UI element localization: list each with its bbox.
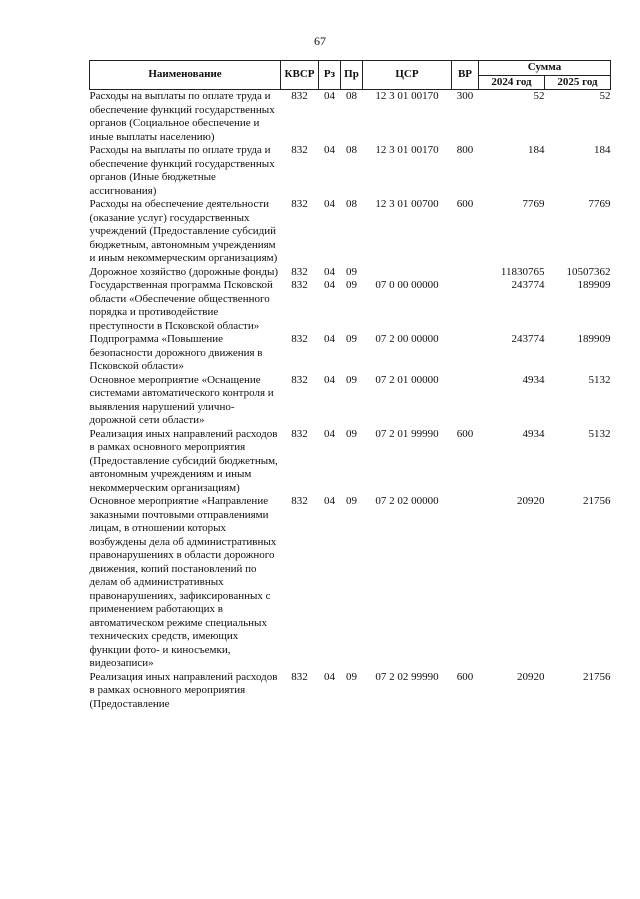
row-rz: 04: [324, 265, 335, 278]
row-pr: 08: [346, 144, 357, 156]
row-sum-2024: 20920: [517, 670, 545, 683]
row-sum-2025: 189909: [577, 279, 611, 291]
row-vr: [452, 495, 479, 671]
row-rz: 04: [324, 90, 335, 102]
row-csr: 07 2 00 00000: [375, 333, 439, 345]
table-body: [90, 90, 611, 712]
row-csr: 12 3 01 00700: [375, 198, 439, 210]
row-csr: 07 0 00 00000: [375, 279, 439, 291]
row-pr: 09: [346, 265, 357, 278]
table-row: [90, 333, 611, 374]
row-rz: 04: [324, 495, 335, 507]
row-kvsr: 832: [291, 495, 308, 507]
table-row: [90, 90, 611, 145]
row-sum-2025: 184: [594, 144, 611, 156]
row-kvsr: 832: [291, 144, 308, 156]
table-row: [90, 144, 611, 198]
row-rz: 04: [324, 144, 335, 156]
header-name: Наименование: [90, 61, 281, 90]
row-sum-2025: 5132: [588, 427, 611, 440]
row-name: Подпрограмма «Повышение безопасности дорожного движения в Псковской области»: [89, 333, 263, 372]
table-row: [90, 428, 611, 496]
row-csr: 07 2 02 99990: [375, 670, 439, 683]
header-2025: 2025 год: [545, 75, 611, 90]
row-pr: 09: [346, 495, 357, 507]
row-name: Основное мероприятие «Направление заказными почтовыми отправлениями лицам, в отношении которых возбуждены дела об административных правонарушениях в области дорожного движения, копий постановлений по делам об административных правонарушениях, зафиксированных с применением работающих в автоматическом режиме специальных технических средств, имеющих функции фото- и киносъемки, видеозаписи»: [89, 495, 277, 669]
row-pr: 08: [346, 198, 357, 210]
header-rz: Рз: [319, 61, 341, 90]
row-kvsr: 832: [291, 670, 308, 683]
row-kvsr: 832: [291, 333, 308, 345]
row-vr: [452, 266, 479, 280]
row-sum-2024: 11830765: [500, 265, 545, 278]
row-sum-2024: 52: [533, 90, 545, 102]
header-kvsr: КВСР: [281, 61, 319, 90]
row-pr: 09: [346, 373, 357, 386]
row-name: Расходы на выплаты по оплате труда и обеспечение функций государственных органов (Социальное обеспечение и иные выплаты населению): [89, 90, 275, 143]
row-rz: 04: [324, 333, 335, 345]
row-name: Государственная программа Псковской области «Обеспечение общественного порядка и противодействие преступности в Псковской области»: [89, 279, 273, 332]
row-pr: 09: [346, 333, 357, 345]
row-vr: 600: [456, 198, 474, 210]
row-sum-2025: 21756: [583, 670, 611, 683]
row-pr: 09: [346, 670, 357, 683]
budget-table: [89, 60, 611, 711]
table-row: [90, 374, 611, 428]
row-vr: 600: [456, 670, 474, 683]
page-number: 67: [314, 34, 326, 48]
row-csr: 07 2 01 99990: [375, 427, 439, 440]
row-pr: 09: [346, 427, 357, 440]
row-rz: 04: [324, 427, 335, 440]
row-rz: 04: [324, 373, 335, 386]
row-sum-2024: 4934: [522, 427, 545, 440]
row-vr: [452, 333, 479, 374]
row-sum-2024: 243774: [511, 279, 545, 291]
row-vr: 800: [456, 144, 474, 156]
row-sum-2025: 21756: [583, 495, 611, 507]
table-row: [90, 671, 611, 712]
row-sum-2025: 189909: [577, 333, 611, 345]
row-name: Расходы на обеспечение деятельности (оказание услуг) государственных учреждений (Предоставление субсидий бюджетным, автономным учреждениям и иным некоммерческим организациям): [89, 198, 278, 264]
row-sum-2024: 7769: [522, 198, 545, 210]
row-csr: [363, 266, 452, 280]
header-vr: ВР: [452, 61, 479, 90]
row-sum-2024: 4934: [522, 373, 545, 386]
row-sum-2024: 20920: [517, 495, 545, 507]
row-kvsr: 832: [291, 90, 308, 102]
row-sum-2025: 52: [599, 90, 611, 102]
row-kvsr: 832: [291, 279, 308, 291]
row-pr: 08: [346, 90, 357, 102]
table-row: [90, 266, 611, 280]
row-rz: 04: [324, 670, 335, 683]
row-kvsr: 832: [291, 198, 308, 210]
row-vr: [452, 279, 479, 333]
row-pr: 09: [346, 279, 357, 291]
row-csr: 07 2 01 00000: [375, 373, 439, 386]
row-name: Дорожное хозяйство (дорожные фонды): [89, 265, 279, 278]
row-rz: 04: [324, 198, 335, 210]
row-csr: 07 2 02 00000: [375, 495, 439, 507]
row-name: Реализация иных направлений расходов в рамках основного мероприятия (Предоставление: [89, 670, 278, 710]
row-csr: 12 3 01 00170: [375, 90, 439, 102]
row-sum-2024: 184: [528, 144, 545, 156]
table-row: [90, 495, 611, 671]
header-2024: 2024 год: [479, 75, 545, 90]
row-name: Расходы на выплаты по оплате труда и обеспечение функций государственных органов (Иные бюджетные ассигнования): [89, 144, 275, 197]
header-csr: ЦСР: [363, 61, 452, 90]
row-kvsr: 832: [291, 373, 308, 386]
row-sum-2025: 7769: [588, 198, 611, 210]
row-name: Основное мероприятие «Оснащение системами автоматического контроля и выявления нарушений улично-дорожной сети области»: [89, 373, 274, 426]
table-row: [90, 279, 611, 333]
row-vr: [452, 374, 479, 428]
row-vr: 300: [456, 90, 474, 102]
row-kvsr: 832: [291, 427, 308, 440]
row-vr: 600: [456, 427, 474, 440]
table-header: [90, 61, 611, 90]
header-sum: Сумма: [479, 61, 611, 76]
row-sum-2025: 10507362: [566, 265, 611, 278]
row-name: Реализация иных направлений расходов в рамках основного мероприятия (Предоставление субсидий бюджетным, автономным учреждениям и иным некоммерческим организациям): [89, 427, 278, 494]
row-sum-2025: 5132: [588, 373, 611, 386]
header-pr: Пр: [341, 61, 363, 90]
row-kvsr: 832: [291, 265, 308, 278]
row-csr: 12 3 01 00170: [375, 144, 439, 156]
row-sum-2024: 243774: [511, 333, 545, 345]
row-rz: 04: [324, 279, 335, 291]
table-row: [90, 198, 611, 266]
